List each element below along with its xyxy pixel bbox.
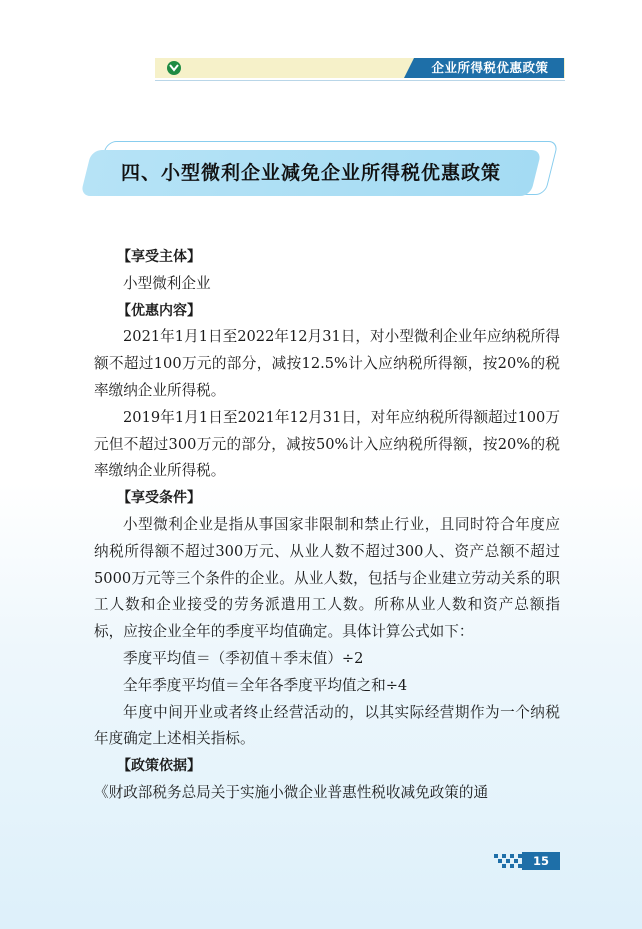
conditions-paragraph-1: 小型微利企业是指从事国家非限制和禁止行业，且同时符合年度应纳税所得额不超过300万元、从业人数不超过300人、资产总额不超过5000万元等三个条件的企业。从业人数，包括与企业建立劳动关系的职工人数和企业接受的劳务派遣用工人数。所称从业人数和资产总额指标，应按企业全年的季度平均值确定。具体计算公式如下： bbox=[94, 515, 560, 641]
label-content: 【优惠内容】 bbox=[117, 302, 201, 319]
basis-paragraph: 《财政部税务总局关于实施小微企业普惠性税收减免政策的通 bbox=[94, 783, 489, 801]
page-number: 15 bbox=[522, 852, 560, 870]
label-conditions: 【享受条件】 bbox=[117, 490, 201, 507]
running-title: 企业所得税优惠政策 bbox=[431, 60, 549, 75]
subject-text: 小型微利企业 bbox=[123, 274, 211, 292]
section-title: 四、小型微利企业减免企业所得税优惠政策 bbox=[120, 162, 501, 184]
body-content bbox=[94, 244, 560, 807]
header-rule bbox=[155, 80, 565, 81]
chevron-down-icon bbox=[167, 61, 181, 75]
label-subject: 【享受主体】 bbox=[117, 249, 201, 265]
content-paragraph-2: 2019年1月1日至2021年12月31日，对年应纳税所得额超过100万元但不超过300万元的部分，减按50%计入应纳税所得额，按20%的税率缴纳企业所得税。 bbox=[94, 408, 560, 480]
formula-annual-average: 全年季度平均值＝全年各季度平均值之和÷4 bbox=[123, 676, 408, 694]
conditions-paragraph-2: 年度中间开业或者终止经营活动的，以其实际经营期作为一个纳税年度确定上述相关指标。 bbox=[94, 703, 560, 748]
footer-checker-icon bbox=[494, 854, 524, 868]
content-paragraph-1: 2021年1月1日至2022年12月31日，对小型微利企业年应纳税所得额不超过100万元的部分，减按12.5%计入应纳税所得额，按20%的税率缴纳企业所得税。 bbox=[94, 328, 560, 399]
formula-quarter-average: 季度平均值＝（季初值＋季末值）÷2 bbox=[123, 649, 364, 667]
label-basis: 【政策依据】 bbox=[117, 758, 201, 775]
